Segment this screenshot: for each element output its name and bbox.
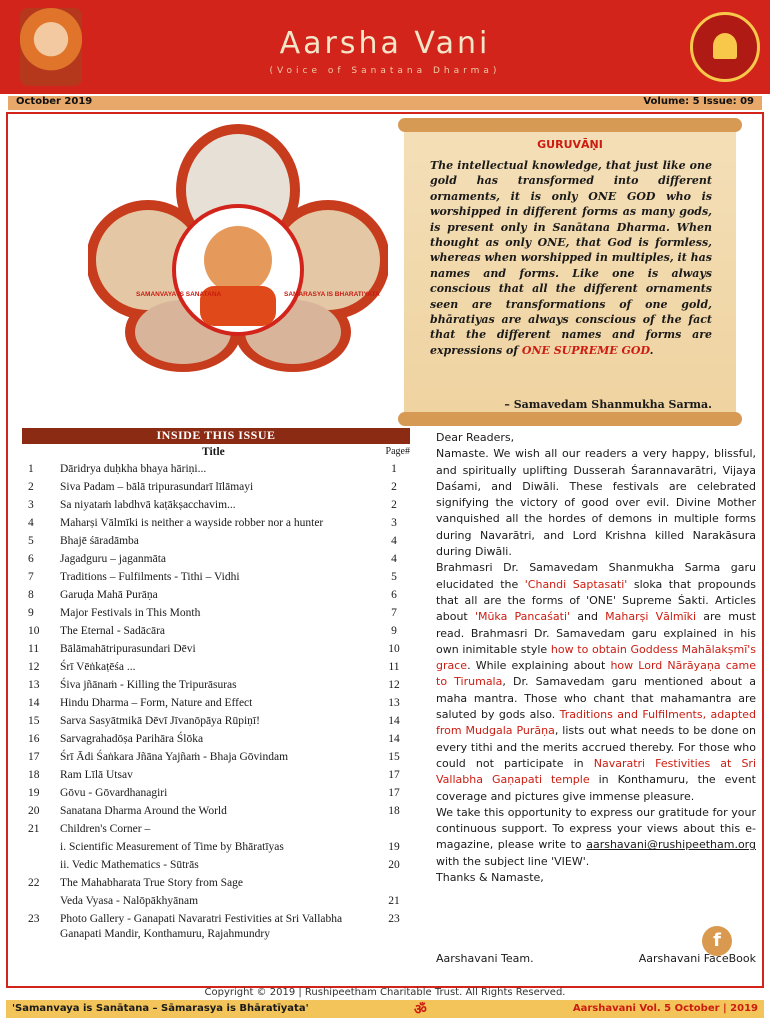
toc-row[interactable] xyxy=(22,552,410,567)
toc-title-label: Title xyxy=(202,446,225,458)
toc-row-title[interactable]: Dāridrya duḥkha bhaya hāriṇi... xyxy=(60,463,207,475)
letter-greeting: Dear Readers, xyxy=(436,431,515,444)
toc-row-page: 9 xyxy=(391,625,397,637)
toc-row-title[interactable]: The Eternal - Sadācāra xyxy=(60,625,166,637)
toc-row-title[interactable]: Major Festivals in This Month xyxy=(60,607,201,619)
toc-row-page: 23 xyxy=(388,913,400,925)
toc-row-number: 8 xyxy=(28,589,34,601)
toc-row[interactable] xyxy=(22,912,410,942)
toc-row-title[interactable]: The Mahabharata True Story from Sage xyxy=(60,877,244,889)
toc-row-title[interactable]: Śiva jñānaṁ - Killing the Tripurāsuras xyxy=(60,679,237,691)
toc-row[interactable] xyxy=(22,894,410,909)
toc-row-number: 4 xyxy=(28,517,34,529)
toc-row-title[interactable]: Śrī Vēṅkaṭēśa ... xyxy=(60,661,136,673)
toc-row-page: 17 xyxy=(388,769,400,781)
toc-row-page: 7 xyxy=(391,607,397,619)
mandala-right-text: SAMARASYA IS BHARATIYATA xyxy=(284,291,380,298)
toc-row-title[interactable]: Śrī Ādi Śaṅkara Jñāna Yajñaṁ - Bhaja Gōvindam xyxy=(60,751,289,763)
issue-date: October 2019 xyxy=(16,96,93,107)
toc-row-title[interactable]: Veda Vyasa - Nalōpākhyānam xyxy=(60,895,199,907)
toc-header-row xyxy=(22,446,410,462)
toc-row[interactable] xyxy=(22,858,410,873)
toc-row-page: 14 xyxy=(388,715,400,727)
toc-row[interactable] xyxy=(22,624,410,639)
facebook-icon[interactable]: f xyxy=(702,926,732,956)
facebook-link[interactable]: Aarshavani FaceBook xyxy=(638,952,756,965)
link-chandi-saptasati[interactable]: 'Chandi Saptasati' xyxy=(524,577,628,591)
p2-text: are must read. Brahmasri Dr. Samavedam garu explained in his own inimitable style xyxy=(436,610,756,656)
toc-row-number: 13 xyxy=(28,679,40,691)
mandala-left-text: SAMANVAYA IS SANATANA xyxy=(136,291,222,298)
toc-row-title[interactable]: Sarva Sasyātmikā Dēvī Jīvanōpāya Rūpiṇī! xyxy=(60,715,260,727)
om-symbol: ॐ xyxy=(414,1002,427,1018)
toc-row-number: 5 xyxy=(28,535,34,547)
toc-row-page: 20 xyxy=(388,859,400,871)
toc-row[interactable] xyxy=(22,840,410,855)
toc-row-number: 1 xyxy=(28,463,34,475)
toc-row[interactable] xyxy=(22,516,410,531)
toc-row-page: 2 xyxy=(391,499,397,511)
toc-row-title[interactable]: Traditions – Fulfilments - Tithi – Vidhi xyxy=(60,571,240,583)
toc-row-number: 20 xyxy=(28,805,40,817)
toc-row-number: 15 xyxy=(28,715,40,727)
toc-row-title[interactable]: Children's Corner – xyxy=(60,823,151,835)
toc-row-number: 11 xyxy=(28,643,40,655)
link-narayana-tirumala[interactable]: how Lord Nārāyaṇa came to Tirumala xyxy=(436,659,756,689)
toc-row[interactable] xyxy=(22,768,410,783)
toc-row-title[interactable]: Bālāmahātripurasundari Dēvi xyxy=(60,643,196,655)
toc-row-title[interactable]: i. Scientific Measurement of Time by Bhāratīyas xyxy=(60,841,284,853)
toc-row-title[interactable]: Sarvagrahadōṣa Parihāra Ślōka xyxy=(60,733,204,745)
toc-heading: INSIDE THIS ISSUE xyxy=(22,428,410,444)
issue-volume: Volume: 5 Issue: 09 xyxy=(643,96,754,107)
p2-text: and xyxy=(570,610,606,624)
p2-text: in Konthamuru, the event coverage and pictures give immense pleasure. xyxy=(436,773,756,803)
toc-row[interactable] xyxy=(22,570,410,585)
p2-text: , Dr. Samavedam garu mentioned about a maha mantra. Those who chant that mahamantra are saluted by gods also. xyxy=(436,675,756,722)
toc-row[interactable] xyxy=(22,822,410,837)
toc-row-page: 1 xyxy=(391,463,397,475)
toc-row-page: 13 xyxy=(388,697,400,709)
toc-row-title[interactable]: Jagadguru – jaganmāta xyxy=(60,553,167,565)
toc-row-number: 3 xyxy=(28,499,34,511)
guruvani-scroll xyxy=(404,122,736,422)
letter-signoff xyxy=(436,952,756,965)
toc-row-page: 4 xyxy=(391,535,397,547)
rushipeetham-logo xyxy=(690,12,760,82)
toc-row-number: 12 xyxy=(28,661,40,673)
toc-row-number: 6 xyxy=(28,553,34,565)
toc-row-page: 21 xyxy=(388,895,400,907)
toc-row-title[interactable]: Garuḍa Mahā Purāṇa xyxy=(60,589,158,601)
toc-row[interactable] xyxy=(22,660,410,675)
toc-row[interactable] xyxy=(22,804,410,819)
footer-issue: Aarshavani Vol. 5 October | 2019 xyxy=(572,1003,758,1014)
toc-row-page: 11 xyxy=(388,661,400,673)
link-navaratri-festivities[interactable]: Navaratri Festivities at Sri Vallabha Gaṇapati temple xyxy=(436,756,756,787)
toc-row-number: 9 xyxy=(28,607,34,619)
guruvani-heading: GURUVĀṆI xyxy=(537,138,603,151)
quote-highlight: ONE SUPREME GOD xyxy=(521,343,650,357)
toc-row[interactable] xyxy=(22,462,410,477)
toc-row[interactable] xyxy=(22,588,410,603)
toc-row-number: 7 xyxy=(28,571,34,583)
toc-row-page: 19 xyxy=(388,841,400,853)
toc-row[interactable] xyxy=(22,642,410,657)
toc-row-title[interactable]: Siva Padam – bālā tripurasundarī līlāmayi xyxy=(60,481,254,493)
toc-row-number: 23 xyxy=(28,913,40,925)
toc-row-page: 3 xyxy=(391,517,397,529)
toc-row-title[interactable]: Ram Līlā Utsav xyxy=(60,769,133,781)
toc-row-page: 2 xyxy=(391,481,397,493)
team-name: Aarshavani Team. xyxy=(436,952,534,965)
letter-thanks: Thanks & Namaste, xyxy=(436,871,544,885)
toc-row[interactable] xyxy=(22,498,410,513)
p2-text: sloka that propounds that all are the forms of 'ONE' Supreme Śakti. Articles about xyxy=(436,577,756,624)
toc-page-label: Page# xyxy=(385,446,410,457)
toc-row-page: 18 xyxy=(388,805,400,817)
toc-row-page: 6 xyxy=(391,589,397,601)
guruvani-author: – Samavedam Shanmukha Sarma. xyxy=(504,398,712,411)
magazine-subtitle: (Voice of Sanatana Dharma) xyxy=(269,66,501,76)
quote-text: The intellectual knowledge, that just like one gold has transformed into different ornaments, it is only ONE GOD who is worshipped in different forms as many gods, is present only in Sanātana Dharma. When thought as only ONE, that God is formless, whereas when worshipped in multiples, it has names and forms. Like one is always conscious that all the different ornaments seen are transformations of one gold, bhāratiyas are always conscious of the fact that the different names and forms are expressions of xyxy=(430,159,712,357)
p2-text: , lists out what needs to be done on every tithi and the merits accrued thereby. For those who could not participate in xyxy=(436,724,756,770)
masthead xyxy=(0,0,770,94)
p2-text: . While explaining about xyxy=(467,659,611,673)
magazine-title: Aarsha Vani xyxy=(279,26,491,61)
toc-row-title[interactable]: Photo Gallery - Ganapati Navaratri Festivities at Sri Vallabha Ganapati Mandir, Konthamuru, Rajahmundry xyxy=(60,913,343,940)
p3-text: with the subject line 'VIEW'. xyxy=(436,854,590,868)
toc-row-number: 17 xyxy=(28,751,40,763)
toc-row-title[interactable]: ii. Vedic Mathematics - Sūtrās xyxy=(60,859,199,871)
link-muka-pancasati[interactable]: 'Mūka Pancaśati' xyxy=(474,610,571,624)
toc-row[interactable] xyxy=(22,786,410,801)
letter-paragraph-3 xyxy=(436,805,756,870)
footer-motto: 'Samanvaya is Sanātana – Sāmarasya is Bhāratīyata' xyxy=(12,1003,309,1014)
toc-row[interactable] xyxy=(22,876,410,891)
copyright-text: Copyright © 2019 | Rushipeetham Charitable Trust. All Rights Reserved. xyxy=(204,987,566,998)
toc-row-number: 18 xyxy=(28,769,40,781)
toc-row-number: 22 xyxy=(28,877,40,889)
p3-text: We take this opportunity to express our gratitude for your continuous support. To express your views about this e-magazine, please write to xyxy=(436,805,756,852)
toc-row-number: 21 xyxy=(28,823,40,835)
toc-row[interactable] xyxy=(22,696,410,711)
email-link[interactable]: aarshavani@rushipeetham.org xyxy=(586,838,756,852)
guruvani-quote xyxy=(430,158,712,358)
toc-row[interactable] xyxy=(22,678,410,693)
table-of-contents xyxy=(22,446,410,945)
toc-row-page: 10 xyxy=(388,643,400,655)
link-mahalakshmi-grace[interactable]: how to obtain Goddess Mahālakṣmī's grace xyxy=(436,642,756,673)
quote-end: . xyxy=(649,343,654,357)
toc-row-number: 2 xyxy=(28,481,34,493)
letter-paragraph-1: Namaste. We wish all our readers a very happy, blissful, and spiritually uplifting Dusserah Śarannavarātri, Vijaya Daśami, and Diwāli. These festivals are celebrated signifying the victory of good over evil. Divine Mother vanquished all the hordes of demons in multiple forms during Navarātri, and Lord Krishna killed Narakāsura during Diwāli. xyxy=(436,447,756,559)
toc-row[interactable] xyxy=(22,606,410,621)
p2-text: Brahmasri Dr. Samavedam Shanmukha Sarma garu elucidated the xyxy=(436,561,756,591)
toc-row-title[interactable]: Gōvu - Gōvardhanagiri xyxy=(60,787,168,799)
toc-row-number: 10 xyxy=(28,625,40,637)
toc-row-number: 16 xyxy=(28,733,40,745)
toc-row-page: 15 xyxy=(388,751,400,763)
toc-row-title[interactable]: Bhajē śāradāmba xyxy=(60,535,139,547)
toc-row-number: 19 xyxy=(28,787,40,799)
toc-row-page: 12 xyxy=(388,679,400,691)
link-traditions-fulfilments[interactable]: Traditions and Fulfilments, adapted from Mudgala Purāṇa xyxy=(436,708,757,738)
toc-row-page: 5 xyxy=(391,571,397,583)
toc-row[interactable] xyxy=(22,750,410,765)
toc-row[interactable] xyxy=(22,534,410,549)
issue-strip xyxy=(8,96,762,110)
toc-row-page: 14 xyxy=(388,733,400,745)
toc-row[interactable] xyxy=(22,714,410,729)
toc-row-title[interactable]: Sanatana Dharma Around the World xyxy=(60,805,227,817)
toc-row-title[interactable]: Maharṣi Vālmīki is neither a wayside robber nor a hunter xyxy=(60,517,324,529)
toc-row[interactable] xyxy=(22,732,410,747)
guru-photo xyxy=(204,226,272,294)
toc-row-title[interactable]: Hindu Dharma – Form, Nature and Effect xyxy=(60,697,253,709)
footer-bar xyxy=(6,1000,764,1018)
toc-row-page: 17 xyxy=(388,787,400,799)
toc-row-number: 14 xyxy=(28,697,40,709)
toc-rows xyxy=(22,462,410,942)
link-maharsi-valmiki[interactable]: Maharṣi Vālmīki xyxy=(605,610,697,624)
toc-row[interactable] xyxy=(22,480,410,495)
toc-row-page: 4 xyxy=(391,553,397,565)
editor-letter xyxy=(436,430,756,886)
letter-paragraph-2 xyxy=(436,560,756,804)
mandala-collage xyxy=(88,120,388,372)
toc-row-title[interactable]: Sa niyataṁ labdhvā kaṭākṣacchavim... xyxy=(60,499,236,511)
